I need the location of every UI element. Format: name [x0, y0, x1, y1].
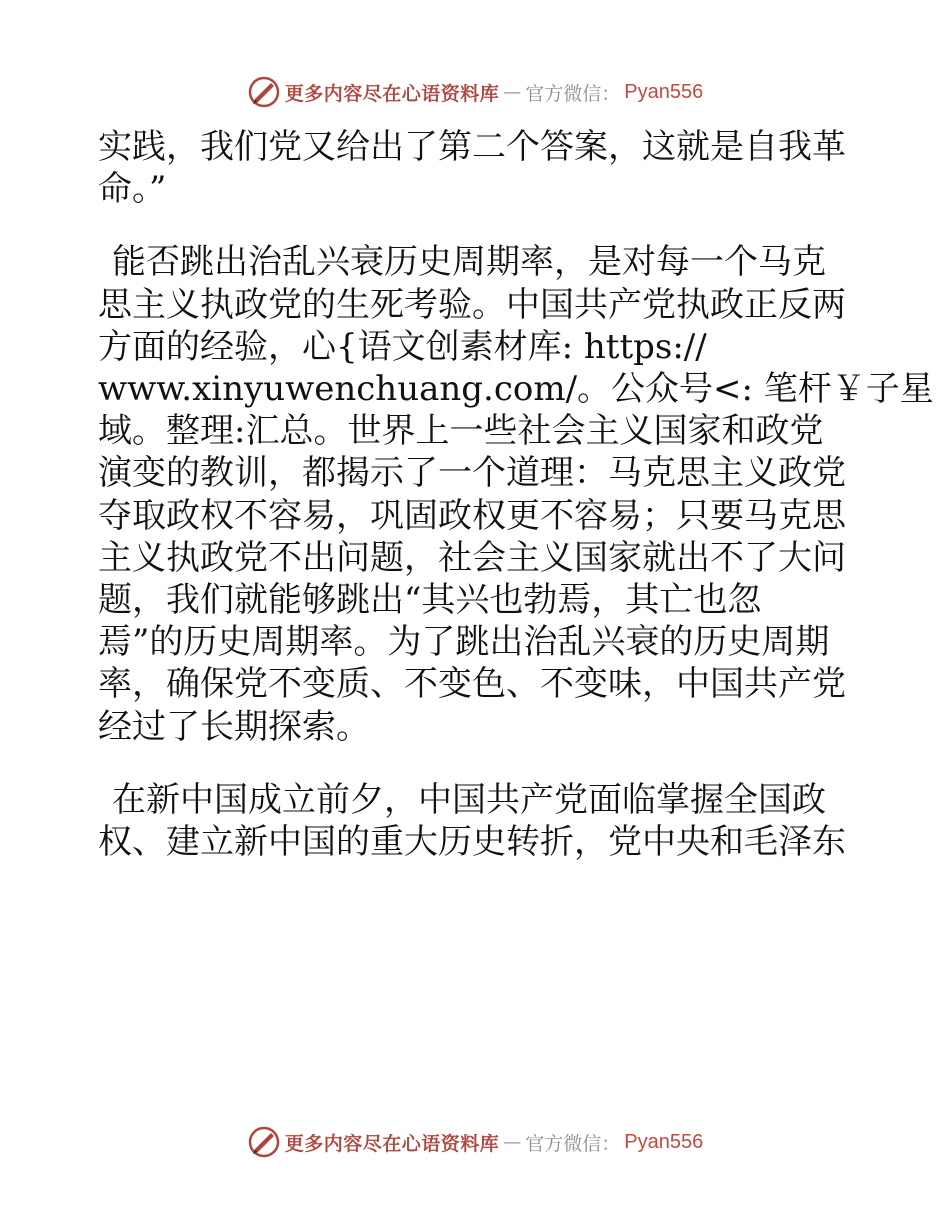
text-line: 权、建立新中国的重大历史转折，党中央和毛泽东 [98, 822, 846, 863]
text-line: 演变的教训，都揭示了一个道理：马克思主义政党 [98, 453, 846, 494]
text-line: 题，我们就能够跳出“其兴也勃焉，其亡也忽 [98, 580, 762, 621]
text-line: 能否跳出治乱兴衰历史周期率，是对每一个马克 [112, 242, 826, 283]
banner-wechat-id: Pyan556 [624, 80, 704, 103]
banner-brand-text: 更多内容尽在心语资料库 [284, 82, 500, 105]
footer-banner [0, 1122, 950, 1162]
text-line: www.xinyuwenchuang.com/。公众号<: 笔杆￥子星 [98, 369, 934, 410]
header-banner [0, 72, 950, 112]
text-line: 夺取政权不容易，巩固政权更不容易；只要马克思 [98, 495, 846, 536]
text-line: 在新中国成立前夕，中国共产党面临掌握全国政 [112, 779, 826, 820]
text-line: 主义执政党不出问题，社会主义国家就出不了大问 [98, 537, 846, 578]
text-line: 命。” [98, 169, 167, 210]
text-line: 实践，我们党又给出了第二个答案，这就是自我革 [98, 127, 846, 167]
banner-brand-text: 更多内容尽在心语资料库 [284, 1132, 500, 1155]
banner-separator: — [503, 81, 522, 103]
document-body [98, 126, 934, 863]
paragraph-2 [98, 241, 934, 747]
banner-official-label: 官方微信： [525, 82, 621, 105]
text-line: 方面的经验，心{语文创素材库: https:// [98, 326, 707, 367]
text-line: 思主义执政党的生死考验。中国共产党执政正反两 [98, 284, 846, 325]
text-line: 率，确保党不变质、不变色、不变味，中国共产党 [98, 664, 846, 705]
text-line: 焉”的历史周期率。为了跳出治乱兴衰的历史周期 [98, 622, 830, 663]
banner-separator: — [503, 1131, 522, 1153]
text-line: 经过了长期探索。 [98, 706, 370, 747]
pen-logo-icon [247, 75, 281, 109]
text-line: 域。整理:汇总。世界上一些社会主义国家和政党 [98, 411, 824, 452]
banner-official-label: 官方微信： [525, 1132, 621, 1155]
paragraph-1 [98, 126, 858, 210]
paragraph-3 [98, 779, 858, 863]
pen-logo-icon [247, 1125, 281, 1159]
banner-wechat-id: Pyan556 [624, 1130, 704, 1153]
